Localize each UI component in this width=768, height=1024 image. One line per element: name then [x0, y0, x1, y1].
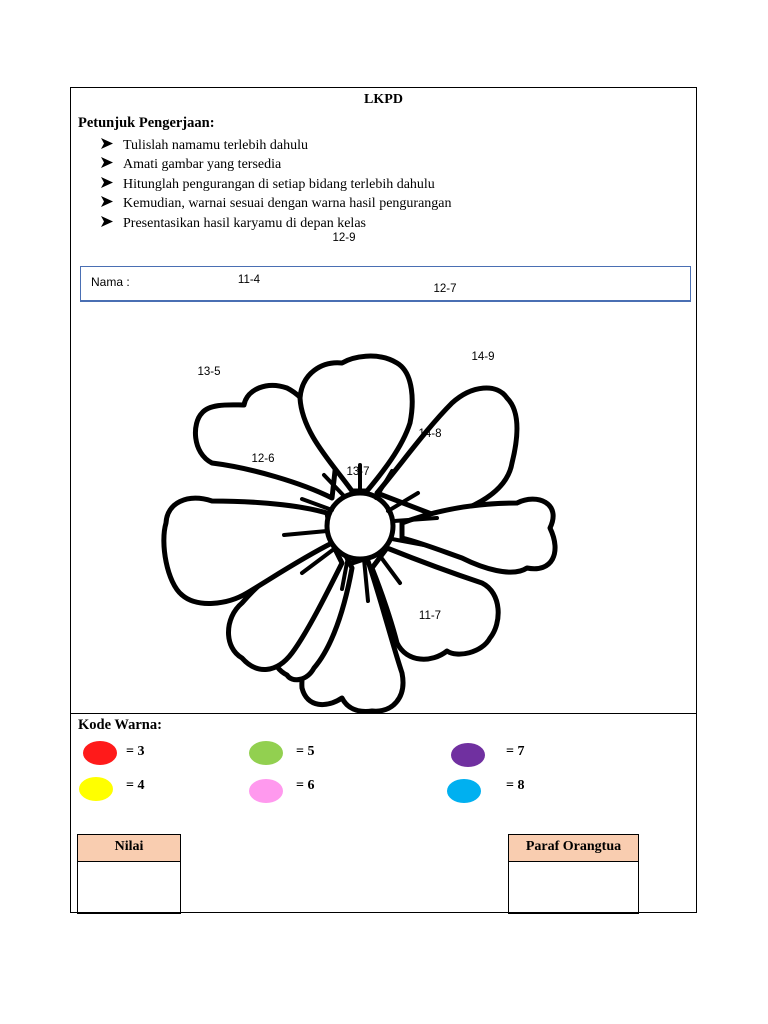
arrow-bullet-icon: [101, 216, 123, 232]
petal-label: 12-9: [332, 232, 356, 244]
arrow-bullet-icon: [101, 138, 123, 154]
page-title: LKPD: [364, 92, 403, 107]
instructions-list: [101, 136, 452, 234]
color-key-label: = 4: [126, 778, 145, 793]
name-field[interactable]: [80, 266, 691, 301]
list-item: Hitunglah pengurangan di setiap bidang terlebih dahulu: [101, 175, 452, 195]
petal-label: 14-9: [471, 351, 495, 363]
color-key-label: = 3: [126, 744, 145, 759]
worksheet-frame: [70, 87, 697, 913]
color-key-label: = 5: [296, 744, 315, 759]
blue-swatch-icon: [447, 779, 481, 803]
petal-label: 13-7: [346, 466, 370, 478]
petal-label: 13-5: [197, 366, 221, 378]
yellow-swatch-icon: [79, 777, 113, 801]
paraf-header: Paraf Orangtua: [509, 835, 638, 862]
color-key-heading: Kode Warna:: [78, 717, 162, 733]
nilai-box: [77, 834, 181, 914]
paraf-field[interactable]: [509, 862, 638, 914]
petal-label: 11-4: [237, 274, 261, 286]
red-swatch-icon: [83, 741, 117, 765]
arrow-bullet-icon: [101, 177, 123, 193]
color-key-label: = 6: [296, 778, 315, 793]
flower-center: [327, 493, 393, 559]
center-label: 11-7: [418, 610, 442, 622]
nilai-field[interactable]: [78, 862, 180, 914]
nilai-header: Nilai: [78, 835, 180, 862]
pink-swatch-icon: [249, 779, 283, 803]
flower-illustration: [152, 232, 562, 713]
list-item: Amati gambar yang tersedia: [101, 156, 452, 176]
section-divider: [71, 713, 696, 714]
petal-label: 12-7: [433, 283, 457, 295]
arrow-bullet-icon: [101, 157, 123, 173]
list-item: Kemudian, warnai sesuai dengan warna hasil pengurangan: [101, 195, 452, 215]
petal-label: 14-8: [418, 428, 442, 440]
arrow-bullet-icon: [101, 196, 123, 212]
color-key-label: = 7: [506, 744, 525, 759]
paraf-box: [508, 834, 639, 914]
name-label: Nama :: [91, 275, 130, 289]
list-item: Presentasikan hasil karyamu di depan kelas: [101, 214, 452, 234]
green-swatch-icon: [249, 741, 283, 765]
petal-label: 12-6: [251, 453, 275, 465]
list-item: Tulislah namamu terlebih dahulu: [101, 136, 452, 156]
purple-swatch-icon: [451, 743, 485, 767]
instructions-heading: Petunjuk Pengerjaan:: [78, 115, 215, 131]
color-key-label: = 8: [506, 778, 525, 793]
